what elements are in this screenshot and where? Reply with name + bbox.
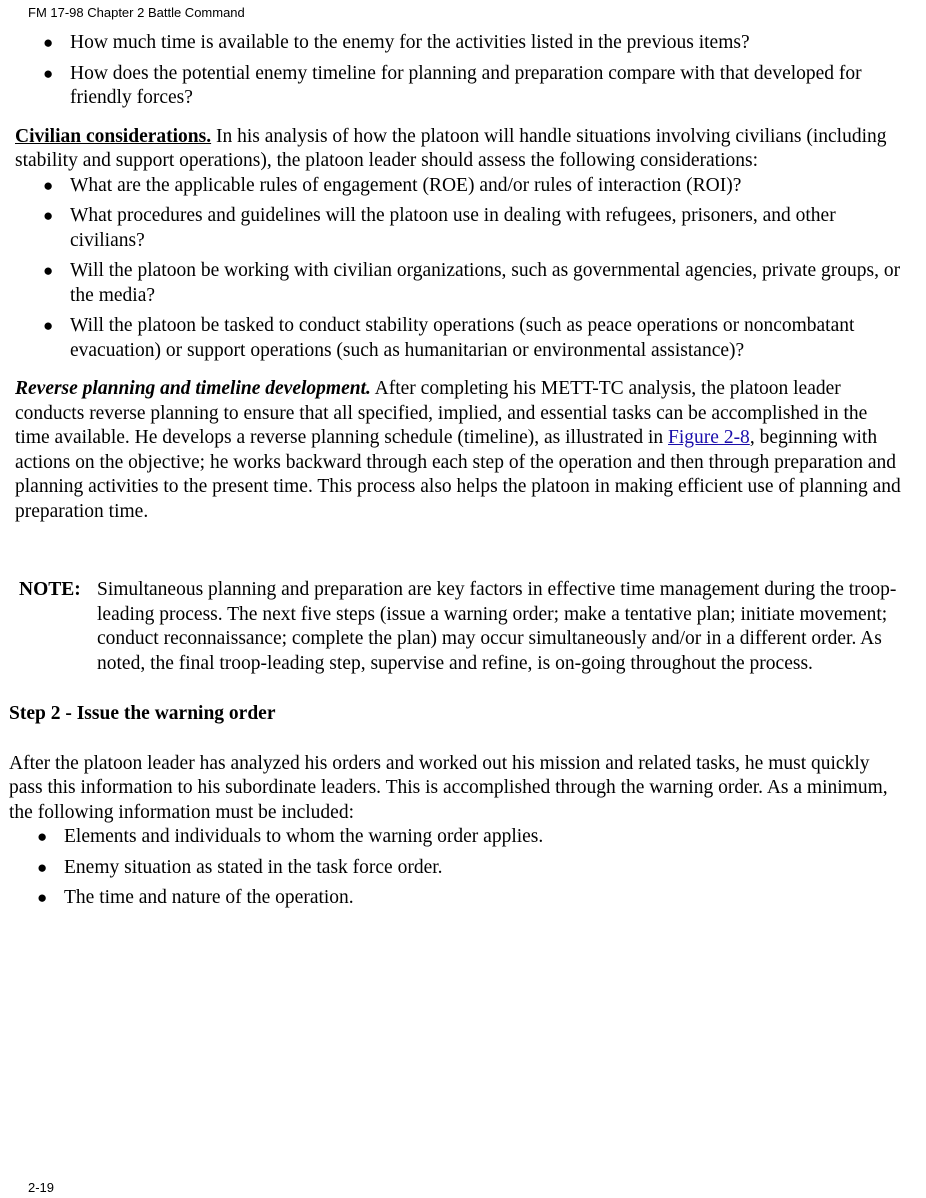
- reverse-planning-text-before: After completing his METT-TC analysis, the platoon leader conducts reverse planning to ensure that all specified, implied, and essential tasks can be accomplished in the time available. He develops a reverse planning schedule (timeline), as illustrated in: [15, 378, 868, 448]
- list-item: ● Will the platoon be tasked to conduct stability operations (such as peace operations or noncombatant evacuation) or support operations (such as humanitarian or environmental assistance)?: [15, 314, 905, 363]
- page-header: FM 17-98 Chapter 2 Battle Command: [28, 5, 245, 20]
- civilian-considerations-paragraph: [15, 125, 905, 174]
- list-item: ● How does the potential enemy timeline for planning and preparation compare with that developed for friendly forces?: [15, 62, 905, 111]
- reverse-planning-paragraph: [15, 377, 905, 524]
- note-label: NOTE:: [19, 579, 81, 600]
- note-block: [15, 578, 905, 676]
- civilian-considerations-text: In his analysis of how the platoon will handle situations involving civilians (including stability and support operations), the platoon leader should assess the following considerations:: [15, 125, 887, 171]
- list-item: ● Enemy situation as stated in the task force order.: [15, 856, 905, 881]
- top-bullet-list: [15, 31, 905, 111]
- reverse-planning-text-after: , beginning with actions on the objective; he works backward through each step of the operation and then through preparation and planning activities to the present time. This process also helps the platoon in making efficient use of planning and preparation time.: [15, 427, 901, 522]
- civilian-considerations-heading: Civilian considerations.: [15, 125, 212, 147]
- step-2-paragraph: After the platoon leader has analyzed his orders and worked out his mission and related tasks, he must quickly pass this information to his subordinate leaders. This is accomplished through the warning order. As a minimum, the following information must be included:: [9, 752, 888, 823]
- note-text: Simultaneous planning and preparation are key factors in effective time management during the troop-leading process. The next five steps (issue a warning order; make a tentative plan; initiate movement; conduct reconnaissance; complete the plan) may occur simultaneously and/or in a different order. As noted, the final troop-leading step, supervise and refine, is on-going throughout the process.: [97, 579, 897, 674]
- step-2-bullet-list: [15, 825, 905, 911]
- list-item: ● What are the applicable rules of engagement (ROE) and/or rules of interaction (ROI)?: [15, 174, 905, 199]
- list-item: ● How much time is available to the enemy for the activities listed in the previous items?: [15, 31, 905, 56]
- page-number: 2-19: [28, 1180, 55, 1195]
- document-body: [9, 31, 905, 917]
- civilian-bullet-list: [15, 174, 905, 364]
- list-item: ● What procedures and guidelines will the platoon use in dealing with refugees, prisoners, and other civilians?: [15, 204, 905, 253]
- list-item: ● Elements and individuals to whom the warning order applies.: [15, 825, 905, 850]
- reverse-planning-heading: Reverse planning and timeline development.: [15, 378, 371, 399]
- figure-2-8-link[interactable]: Figure 2-8: [668, 427, 750, 448]
- list-item: ● Will the platoon be working with civilian organizations, such as governmental agencies, private groups, or the media?: [15, 259, 905, 308]
- list-item: ● The time and nature of the operation.: [15, 886, 905, 911]
- step-2-heading: Step 2 - Issue the warning order: [9, 703, 276, 724]
